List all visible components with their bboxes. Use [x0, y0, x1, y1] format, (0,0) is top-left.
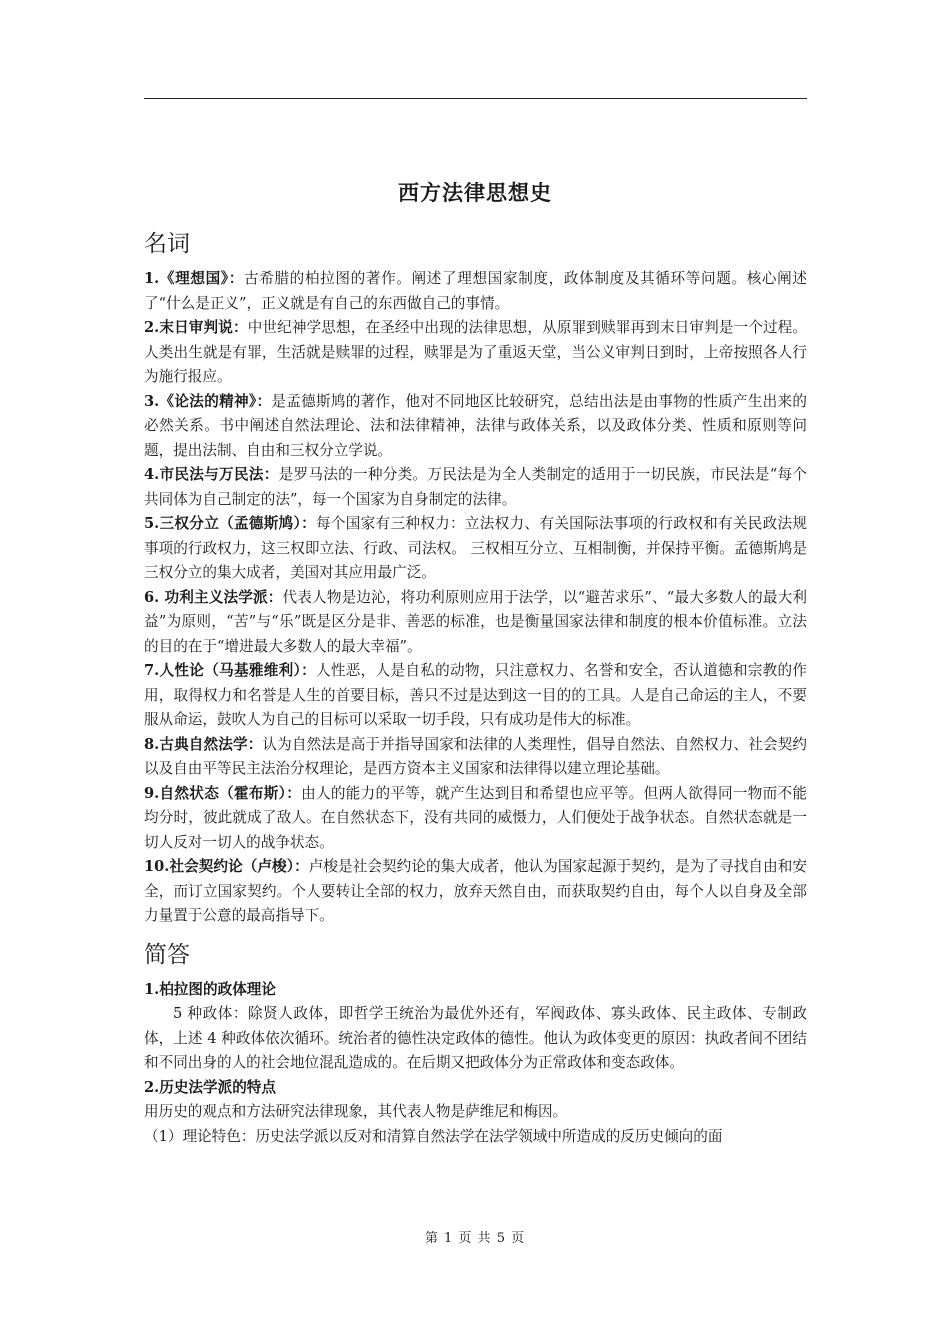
term-name: 2.末日审判说： — [144, 319, 248, 336]
term-entry — [144, 316, 807, 390]
term-entry — [144, 586, 807, 660]
term-definition: 中世纪神学思想，在圣经中出现的法律思想，从原罪到赎罪再到末日审判是一个过程。人类出生就是有罪，生活就是赎罪的过程，赎罪是为了重返天堂，当公义审判日到时，上帝按照各人行为施行报应。 — [144, 319, 807, 385]
answer-paragraph: 5 种政体：除贤人政体，即哲学王统治为最优外还有，军阀政体、寡头政体、民主政体、专制政体，上述 4 种政体依次循环。统治者的德性决定政体的德性。他认为政体变更的原因：执政者间不团结和不同出身的人的社会地位混乱造成的。在后期又把政体分为正常政体和变态政体。 — [144, 1005, 807, 1071]
term-name: 4.市民法与万民法： — [144, 466, 279, 483]
term-name: 3.《论法的精神》： — [144, 392, 272, 410]
document-title: 西方法律思想史 — [398, 180, 552, 205]
term-name: 1.《理想国》： — [144, 270, 244, 287]
question-title: 2.历史法学派的特点 — [144, 1078, 276, 1096]
question-title: 1.柏拉图的政体理论 — [144, 980, 276, 998]
term-definition: 古希腊的柏拉图的著作。阐述了理想国家制度，政体制度及其循环等问题。核心阐述了“什么是正义”，正义就是有自己的东西做自己的事情。 — [144, 270, 807, 312]
term-name: 8.古典自然法学： — [144, 735, 263, 753]
header-rule — [144, 98, 807, 99]
terms-list — [144, 267, 807, 929]
term-entry — [144, 733, 807, 782]
term-definition: 每个国家有三种权力：立法权力、有关国际法事项的行政权和有关民政法规事项的行政权力，这三权即立法、行政、司法权。 三权相互分立、互相制衡，并保持平衡。孟德斯鸠是三权分立的集大成者，美国对其应用最广泛。 — [144, 515, 807, 581]
term-name: 6. 功利主义法学派： — [144, 588, 283, 606]
term-definition: 卢梭是社会契约论的集大成者，他认为国家起源于契约，是为了寻找自由和安全，而订立国家契约。个人要转让全部的权力，放弃天然自由，而获取契约自由，每个人以自身及全部力量置于公意的最高指导下。 — [144, 858, 807, 924]
term-entry — [144, 782, 807, 856]
term-name: 7.人性论（马基雅维利）： — [144, 662, 316, 679]
document-body — [144, 224, 807, 1149]
term-definition: 人性恶，人是自私的动物，只注意权力、名誉和安全，否认道德和宗教的作用，取得权力和名誉是人生的首要目标，善只不过是达到这一目的的工具。人是自己命运的主人，不要服从命运，鼓吹人为自己的目标可以采取一切手段，只有成功是伟大的标准。 — [144, 662, 807, 728]
section-heading-terms: 名词 — [144, 231, 190, 257]
answer-paragraph: （1）理论特色：历史法学派以反对和清算自然法学在法学领域中所造成的反历史倾向的面 — [144, 1127, 723, 1145]
term-definition: 是孟德斯鸠的著作，他对不同地区比较研究，总结出法是由事物的性质产生出来的必然关系。书中阐述自然法理论、法和法律精神，法律与政体关系，以及政体分类、性质和原则等问题，提出法制、自由和三权分立学说。 — [144, 392, 808, 459]
term-definition: 代表人物是边沁，将功利原则应用于法学，以“避苦求乐”、“最大多数人的最大利益”为原则，“苦”与“乐”既是区分是非、善恶的标准，也是衡量国家法律和制度的根本价值标准。立法的目的在于“增进最大多数人的最大幸福”。 — [144, 588, 807, 655]
section-heading-short-answer: 简答 — [144, 941, 190, 968]
page-footer: 第 1 页 共 5 页 — [424, 1231, 526, 1246]
term-entry — [144, 463, 807, 512]
term-name: 10.社会契约论（卢梭）： — [144, 858, 309, 875]
term-entry — [144, 855, 807, 929]
term-entry — [144, 267, 807, 316]
term-entry — [144, 390, 807, 464]
term-definition: 是罗马法的一种分类。万民法是为全人类制定的适用于一切民族，市民法是“每个共同体为自己制定的法”，每一个国家为自身制定的法律。 — [144, 466, 807, 508]
answer-paragraph: 用历史的观点和方法研究法律现象，其代表人物是萨维尼和梅因。 — [144, 1103, 568, 1120]
term-definition: 认为自然法是高于并指导国家和法律的人类理性，倡导自然法、自然权力、社会契约以及自由平等民主法治分权理论，是西方资本主义国家和法律得以建立理论基础。 — [144, 735, 807, 777]
term-entry — [144, 512, 807, 586]
term-definition: 由人的能力的平等，就产生达到目和希望也应平等。但两人欲得同一物而不能均分时，彼此就成了敌人。在自然状态下，没有共同的威慑力，人们便处于战争状态。自然状态就是一切人反对一切人的战争状态。 — [144, 784, 807, 851]
term-name: 5.三权分立（孟德斯鸠）： — [144, 515, 316, 532]
term-name: 9.自然状态（霍布斯）： — [144, 784, 302, 802]
term-entry — [144, 659, 807, 733]
